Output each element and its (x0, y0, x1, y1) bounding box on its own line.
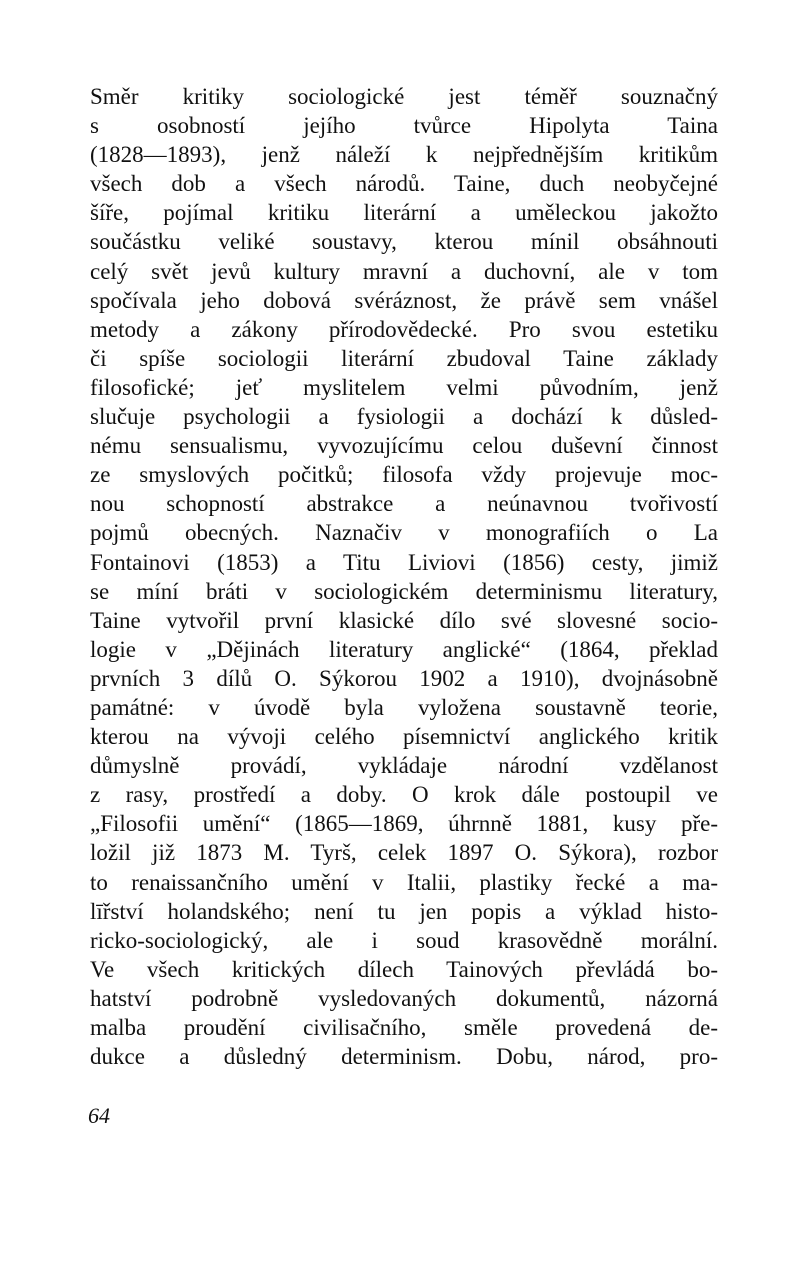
text-line: památné: v úvodě byla vyložena soustavně teorie, (90, 694, 718, 720)
text-line: Taine vytvořil první klasické dílo své slovesné socio- (90, 607, 718, 633)
text-line: nou schopností abstrakce a neúnavnou tvořivostí (90, 491, 718, 517)
text-line: kterou na vývoji celého písemnictví anglického kritik (90, 724, 718, 750)
text-line: filosofické; jeť myslitelem velmi původním, jenž (90, 374, 718, 400)
body-text (90, 82, 718, 1071)
text-line: spočívala jeho dobová svéráznost, že právě sem vnášel (90, 287, 718, 313)
text-line: se míní bráti v sociologickém determinismu literatury, (90, 578, 718, 604)
text-line: (1828—1893), jenž náleží k nejpřednějším kritikům (90, 142, 718, 168)
text-line: Ve všech kritických dílech Tainových převládá bo- (90, 956, 718, 982)
text-line: důmyslně provádí, vykládaje národní vzdělanost (90, 753, 718, 779)
text-line: ricko-sociologický, ale i soud krasovědně morální. (90, 927, 718, 953)
text-line: celý svět jevů kultury mravní a duchovní, ale v tom (90, 258, 718, 284)
text-line: ze smyslových počitků; filosofa vždy projevuje moc- (90, 462, 718, 488)
text-line: s osobností jejího tvůrce Hipolyta Taina (90, 113, 718, 139)
text-line: prvních 3 dílů O. Sýkorou 1902 a 1910), dvojnásobně (90, 665, 718, 691)
text-line: „Filosofii umění“ (1865—1869, úhrnně 1881, kusy pře- (90, 811, 718, 837)
text-line: z rasy, prostředí a doby. O krok dále postoupil ve (90, 782, 718, 808)
text-line: nému sensualismu, vyvozujícímu celou duševní činnost (90, 433, 718, 459)
text-line: līřství holandského; není tu jen popis a výklad histo- (90, 898, 718, 924)
text-line: dukce a důsledný determinism. Dobu, národ, pro- (90, 1044, 718, 1070)
text-line: pojmů obecných. Naznačiv v monografiích o La (90, 520, 718, 546)
text-line: všech dob a všech národů. Taine, duch neobyčejné (90, 171, 718, 197)
text-line: metody a zákony přírodovědecké. Pro svou estetiku (90, 316, 718, 342)
text-line: šíře, pojímal kritiku literární a uměleckou jakožto (90, 200, 718, 226)
text-line: malba proudění civilisačního, směle provedená de- (90, 1015, 718, 1040)
page-number: 64 (88, 1103, 110, 1128)
text-line: slučuje psychologii a fysiologii a dochází k důsled- (90, 404, 718, 430)
text-line: hatství podrobně vysledovaných dokumentů, názorná (90, 985, 718, 1011)
text-line: součástku veliké soustavy, kterou mínil obsáhnouti (90, 229, 718, 255)
text-line: či spíše sociologii literární zbudoval Taine základy (90, 345, 718, 371)
text-line: Směr kritiky sociologické jest téměř souznačný (90, 84, 718, 109)
text-line: to renaissančního umění v Italii, plastiky řecké a ma- (90, 869, 718, 895)
text-line: Fontainovi (1853) a Titu Liviovi (1856) cesty, jimiž (90, 549, 718, 575)
text-line: logie v „Dějinách literatury anglické“ (1864, překlad (90, 636, 718, 662)
text-line: ložil již 1873 M. Tyrš, celek 1897 O. Sýkora), rozbor (90, 840, 718, 866)
